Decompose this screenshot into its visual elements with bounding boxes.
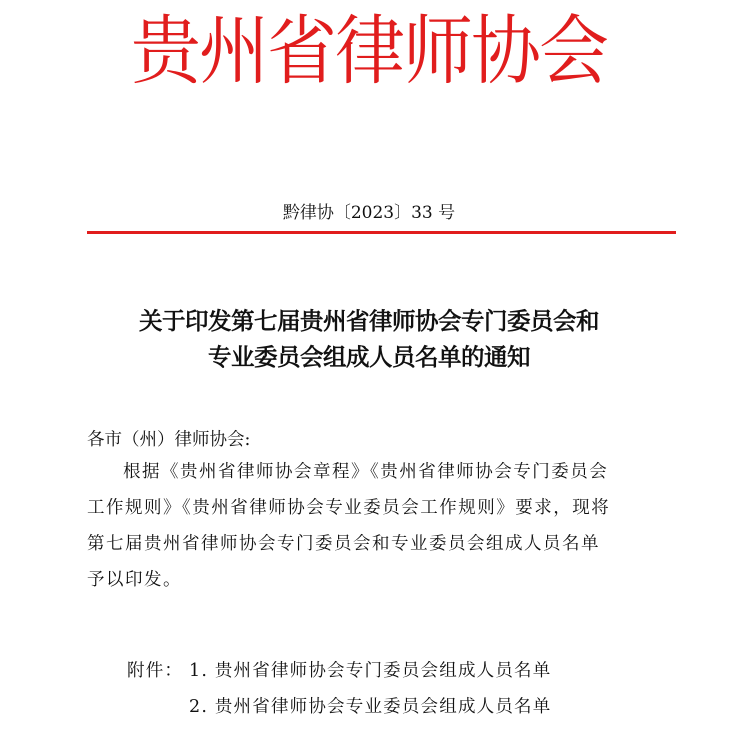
attachments-label: 附件： (127, 661, 184, 681)
attachments-list (127, 653, 551, 725)
red-divider-line (87, 231, 676, 234)
attachment-row (127, 689, 551, 725)
document-header (0, 0, 738, 100)
attachment-row (127, 653, 551, 689)
salutation: 各市（州）律师协会: (87, 430, 251, 450)
body-paragraph (87, 454, 687, 598)
document-number: 黔律协〔2023〕33 号 (282, 203, 456, 223)
paragraph-line: 第七届贵州省律师协会专门委员会和专业委员会组成人员名单 (87, 534, 600, 554)
document-title (60, 303, 678, 375)
title-line-1: 关于印发第七届贵州省律师协会专门委员会和 (139, 307, 599, 335)
paragraph-line: 工作规则》《贵州省律师协会专业委员会工作规则》要求，现将 (87, 498, 611, 518)
paragraph-line: 根据《贵州省律师协会章程》《贵州省律师协会专门委员会 (123, 462, 609, 482)
attachment-item: 1. 贵州省律师协会专门委员会组成人员名单 (189, 661, 552, 681)
paragraph-line: 予以印发。 (87, 570, 182, 590)
title-line-2: 专业委员会组成人员名单的通知 (208, 343, 530, 371)
organization-name-heading: 贵州省律师协会 (131, 6, 607, 96)
attachment-item: 2. 贵州省律师协会专业委员会组成人员名单 (189, 697, 552, 717)
